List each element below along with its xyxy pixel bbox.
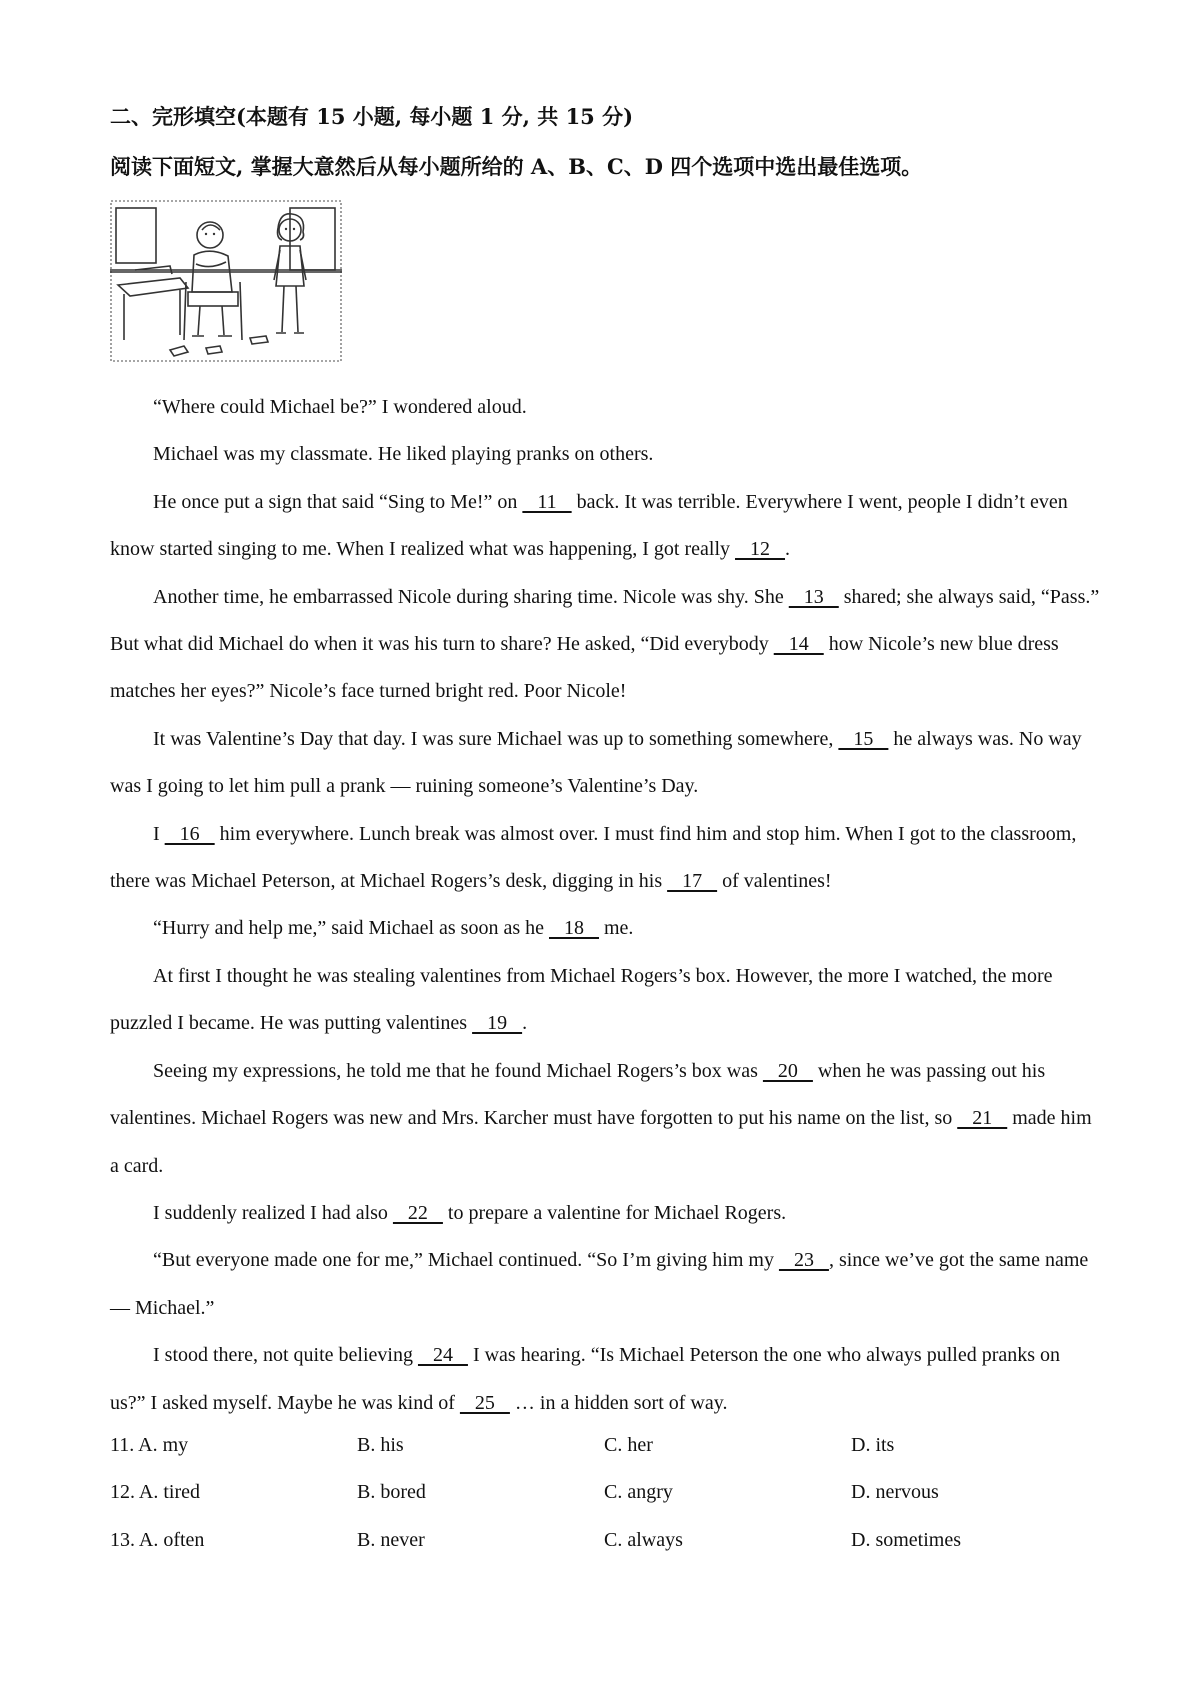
passage-paragraph: [110, 1048, 1100, 1190]
passage-text: .: [522, 1012, 528, 1035]
passage-text: Michael was my classmate. He liked playing pranks on others.: [153, 443, 654, 466]
classroom-illustration: [110, 200, 342, 362]
passage-text: Another time, he embarrassed Nicole during sharing time. Nicole was shy. She: [153, 585, 789, 608]
option-choice[interactable]: 13. A. often: [110, 1528, 205, 1551]
section-title: 二、完形填空(本题有 15 小题, 每小题 1 分, 共 15 分): [110, 104, 634, 129]
option-choice[interactable]: D. sometimes: [851, 1528, 961, 1551]
passage-text: made him a card.: [110, 1107, 1092, 1177]
passage-text: shared; she always said, “Pass.” But what did Michael do when it was his turn to share? He asked, “Did everybody: [110, 585, 1100, 656]
passage-paragraph: [110, 431, 1100, 478]
blank-16[interactable]: 16: [164, 822, 215, 845]
passage-text: Seeing my expressions, he told me that he found Michael Rogers’s box was: [153, 1059, 763, 1082]
option-choice[interactable]: C. angry: [604, 1481, 673, 1504]
option-choice[interactable]: 11. A. my: [110, 1434, 189, 1456]
passage-text: he always was. No way was I going to let him pull a prank — ruining someone’s Valentine’s Day.: [110, 727, 1082, 798]
blank-13[interactable]: 13: [788, 585, 839, 608]
option-row: [110, 1469, 1100, 1516]
blank-22[interactable]: 22: [392, 1201, 443, 1224]
passage-text: At first I thought he was stealing valentines from Michael Rogers’s box. However, the more I watched, the more puzzled I became. He was putting valentines: [110, 964, 1053, 1035]
passage-text: how Nicole’s new blue dress matches her eyes?” Nicole’s face turned bright red. Poor Nicole!: [110, 633, 1059, 703]
passage-text: … in a hidden sort of way.: [509, 1391, 728, 1414]
blank-11[interactable]: 11: [522, 490, 572, 513]
blank-14[interactable]: 14: [773, 633, 824, 656]
passage-paragraph: [110, 479, 1100, 574]
passage-paragraph: [110, 1237, 1100, 1332]
passage-paragraph: [110, 574, 1100, 716]
blank-12[interactable]: 12: [735, 538, 786, 561]
passage-text: I stood there, not quite believing: [153, 1344, 418, 1367]
option-choice[interactable]: B. never: [357, 1528, 425, 1551]
cloze-passage: [110, 384, 1100, 1427]
passage-text: “Where could Michael be?” I wondered aloud.: [153, 396, 527, 418]
passage-paragraph: [110, 905, 1100, 952]
passage-paragraph: [110, 384, 1100, 431]
instruction-text: 阅读下面短文, 掌握大意然后从每小题所给的 A、B、C、D 四个选项中选出最佳选项。: [110, 154, 923, 179]
passage-text: “But everyone made one for me,” Michael continued. “So I’m giving him my: [153, 1249, 779, 1272]
passage-paragraph: [110, 811, 1100, 906]
option-choice[interactable]: D. nervous: [851, 1481, 939, 1504]
option-row: [110, 1422, 1100, 1469]
option-choice[interactable]: 12. A. tired: [110, 1481, 200, 1504]
option-choice[interactable]: B. bored: [357, 1481, 426, 1504]
passage-text: to prepare a valentine for Michael Rogers.: [442, 1201, 787, 1224]
blank-15[interactable]: 15: [838, 727, 889, 750]
passage-text: me.: [599, 917, 634, 940]
blank-20[interactable]: 20: [762, 1059, 813, 1082]
passage-text: I was hearing. “Is Michael Peterson the one who always pulled pranks on us?” I asked myself. Maybe he was kind of: [110, 1344, 1061, 1414]
passage-paragraph: [110, 953, 1100, 1048]
passage-text: “Hurry and help me,” said Michael as soon as he: [153, 917, 549, 940]
passage-text: , since we’ve got the same name — Michael.”: [110, 1249, 1089, 1319]
passage-text: when he was passing out his valentines. Michael Rogers was new and Mrs. Karcher must have forgotten to put his name on the list, so: [110, 1059, 1046, 1130]
passage-paragraph: [110, 1190, 1100, 1237]
passage-text: I: [153, 822, 165, 845]
option-row: [110, 1517, 1100, 1564]
passage-text: back. It was terrible. Everywhere I went, people I didn’t even know started singing to me. When I realized what was happening, I got really: [110, 490, 1068, 561]
blank-21[interactable]: 21: [957, 1107, 1008, 1130]
passage-text: He once put a sign that said “Sing to Me!” on: [153, 490, 523, 513]
blank-19[interactable]: 19: [472, 1012, 523, 1035]
answer-options: [110, 1422, 1100, 1564]
blank-24[interactable]: 24: [417, 1344, 468, 1367]
blank-18[interactable]: 18: [549, 917, 599, 940]
passage-text: I suddenly realized I had also: [153, 1201, 393, 1224]
blank-17[interactable]: 17: [667, 870, 718, 893]
blank-25[interactable]: 25: [459, 1391, 510, 1414]
option-choice[interactable]: C. always: [604, 1528, 683, 1551]
blank-23[interactable]: 23: [778, 1249, 829, 1272]
option-choice[interactable]: B. his: [357, 1434, 404, 1456]
passage-text: him everywhere. Lunch break was almost over. I must find him and stop him. When I got to the classroom, there was Michael Peterson, at Michael Rogers’s desk, digging in his: [110, 822, 1077, 893]
passage-text: of valentines!: [717, 870, 832, 893]
passage-paragraph: [110, 1332, 1100, 1427]
passage-text: It was Valentine’s Day that day. I was sure Michael was up to something somewhere,: [153, 727, 839, 750]
passage-paragraph: [110, 716, 1100, 811]
option-choice[interactable]: D. its: [851, 1434, 895, 1456]
passage-text: .: [785, 538, 791, 561]
option-choice[interactable]: C. her: [604, 1434, 653, 1456]
